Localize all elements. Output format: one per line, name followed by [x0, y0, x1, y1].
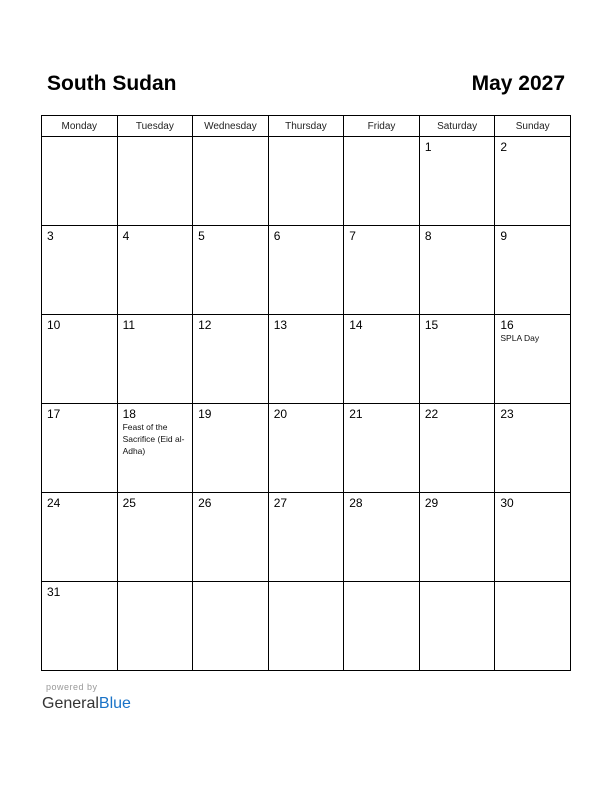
day-number — [344, 137, 419, 140]
weekday-header: Wednesday — [193, 116, 269, 137]
day-number — [118, 582, 193, 585]
day-number — [495, 582, 570, 585]
day-number: 8 — [424, 229, 432, 243]
day-cell — [268, 404, 344, 493]
calendar-grid — [41, 115, 571, 671]
brand-name-part2: Blue — [98, 695, 131, 712]
weekday-header: Saturday — [419, 116, 495, 137]
day-number — [118, 137, 193, 140]
day-number — [269, 137, 344, 140]
day-cell — [117, 582, 193, 671]
day-cell — [495, 493, 571, 582]
day-cell — [42, 137, 118, 226]
week-row — [42, 137, 571, 226]
day-cell — [419, 315, 495, 404]
weekday-header: Thursday — [268, 116, 344, 137]
day-number — [269, 582, 344, 585]
day-number: 25 — [122, 496, 136, 510]
day-number: 17 — [47, 407, 61, 421]
day-number: 14 — [349, 318, 363, 332]
day-cell — [344, 493, 420, 582]
week-row — [42, 226, 571, 315]
day-number: 5 — [198, 229, 205, 243]
month-year-title: May 2027 — [471, 72, 565, 95]
day-number: 3 — [47, 229, 54, 243]
day-number: 16 — [500, 318, 514, 332]
day-cell — [268, 582, 344, 671]
weekday-header: Sunday — [495, 116, 571, 137]
holiday-label: SPLA Day — [500, 333, 540, 343]
day-number: 22 — [424, 407, 439, 421]
day-cell — [42, 226, 118, 315]
week-row — [42, 315, 571, 404]
day-number — [193, 582, 268, 585]
day-number — [193, 137, 268, 140]
day-cell — [419, 493, 495, 582]
day-number: 12 — [198, 318, 212, 332]
day-cell — [344, 315, 420, 404]
weekday-header-row — [42, 116, 571, 137]
day-cell — [495, 315, 571, 404]
weekday-header: Tuesday — [117, 116, 193, 137]
day-cell — [193, 137, 269, 226]
day-number: 9 — [500, 229, 508, 243]
brand-name-part1: General — [42, 695, 99, 712]
day-number: 19 — [198, 407, 212, 421]
day-number: 27 — [273, 496, 288, 510]
day-cell — [268, 315, 344, 404]
holiday-label: Feast of the Sacrifice (Eid al-Adha) — [122, 422, 185, 456]
day-cell — [495, 226, 571, 315]
day-number: 28 — [349, 496, 363, 510]
day-cell — [344, 226, 420, 315]
day-number: 1 — [424, 140, 432, 154]
powered-by-text: powered by — [46, 682, 98, 692]
day-number: 2 — [500, 140, 508, 154]
day-cell — [193, 493, 269, 582]
day-cell — [419, 582, 495, 671]
day-cell — [495, 137, 571, 226]
day-cell — [268, 493, 344, 582]
day-number: 30 — [500, 496, 514, 510]
day-cell — [193, 582, 269, 671]
day-cell — [42, 582, 118, 671]
day-number — [344, 582, 419, 585]
day-number: 20 — [273, 407, 288, 421]
day-number: 11 — [122, 318, 136, 332]
week-row — [42, 404, 571, 493]
day-cell — [344, 582, 420, 671]
day-cell — [495, 582, 571, 671]
day-number: 31 — [47, 585, 61, 599]
day-cell — [419, 226, 495, 315]
day-number: 7 — [349, 229, 356, 243]
day-cell — [117, 137, 193, 226]
day-number: 18 — [122, 407, 136, 421]
day-number: 26 — [198, 496, 212, 510]
day-number: 13 — [273, 318, 288, 332]
day-number: 21 — [349, 407, 363, 421]
day-cell — [268, 226, 344, 315]
day-cell — [419, 137, 495, 226]
day-cell — [495, 404, 571, 493]
day-number: 4 — [122, 229, 130, 243]
day-cell — [117, 404, 193, 493]
weekday-header: Friday — [344, 116, 420, 137]
day-cell — [193, 226, 269, 315]
day-number: 15 — [424, 318, 439, 332]
day-cell — [42, 493, 118, 582]
day-cell — [117, 493, 193, 582]
day-number: 10 — [47, 318, 61, 332]
day-cell — [419, 404, 495, 493]
day-cell — [42, 404, 118, 493]
day-cell — [193, 404, 269, 493]
country-title: South Sudan — [47, 72, 177, 95]
day-cell — [117, 315, 193, 404]
day-cell — [268, 137, 344, 226]
day-number: 29 — [424, 496, 439, 510]
day-cell — [42, 315, 118, 404]
week-row — [42, 582, 571, 671]
day-cell — [344, 137, 420, 226]
weekday-header: Monday — [42, 116, 118, 137]
day-cell — [193, 315, 269, 404]
day-number: 6 — [273, 229, 281, 243]
day-cell — [344, 404, 420, 493]
day-number: 23 — [500, 407, 514, 421]
brand-logo[interactable] — [42, 694, 131, 714]
day-number — [42, 137, 117, 140]
week-row — [42, 493, 571, 582]
day-number — [420, 582, 495, 585]
day-number: 24 — [47, 496, 61, 510]
day-cell — [117, 226, 193, 315]
